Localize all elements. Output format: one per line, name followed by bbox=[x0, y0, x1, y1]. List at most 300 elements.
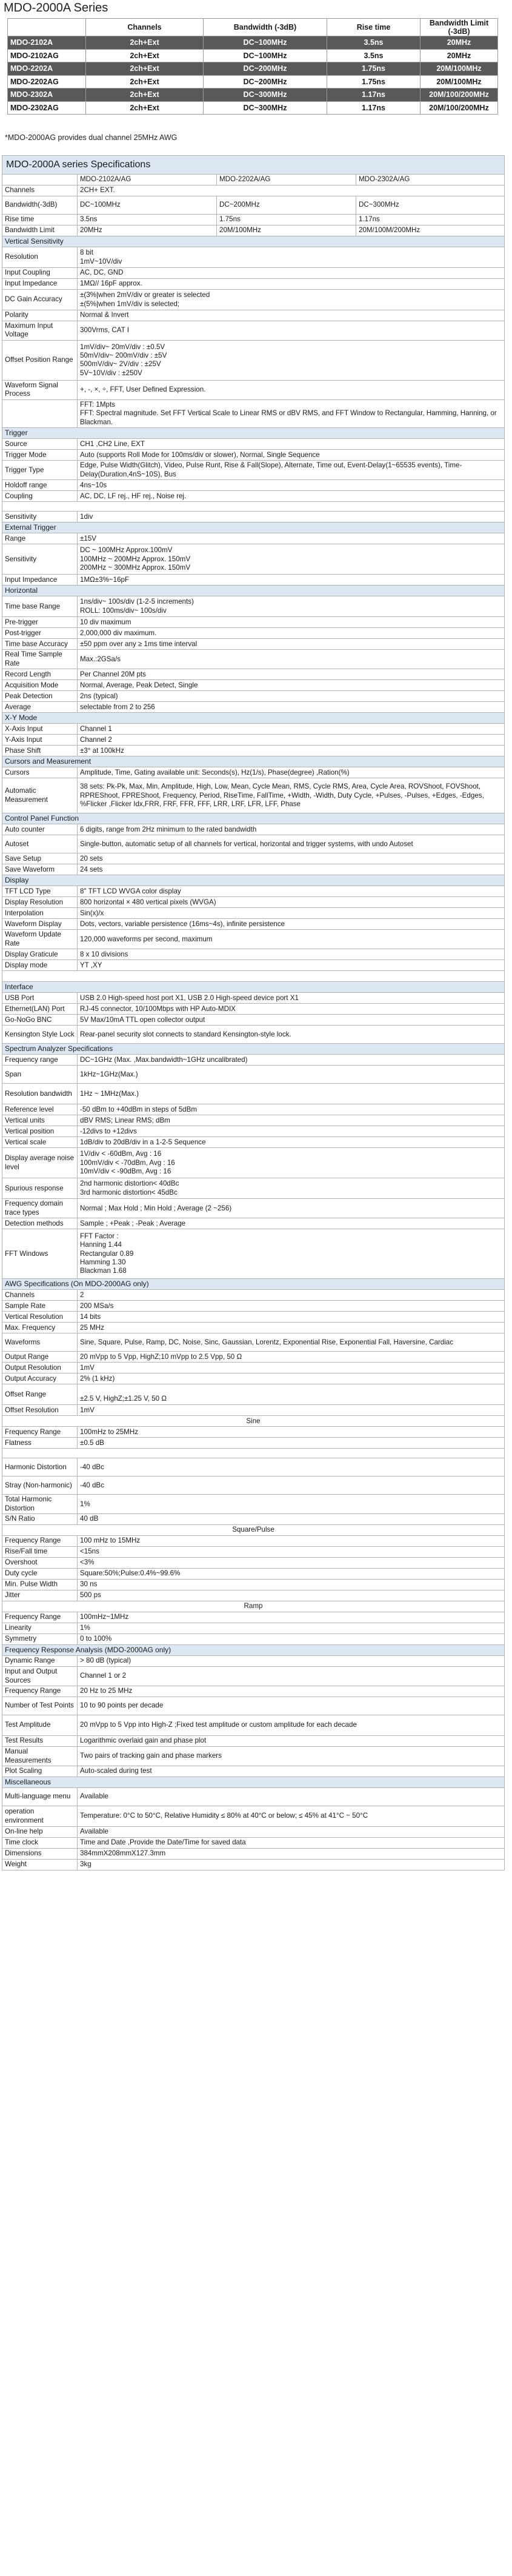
spec-row bbox=[2, 1747, 505, 1766]
spec-label: Spurious response bbox=[2, 1178, 78, 1199]
spec-value: ±15V bbox=[78, 533, 505, 544]
spec-row bbox=[2, 1656, 505, 1667]
spec-model-row bbox=[2, 225, 505, 236]
spec-value: ±(3%|when 2mV/div or greater is selected ±(5%|when 1mV/div is selected; bbox=[78, 290, 505, 310]
spec-row bbox=[2, 993, 505, 1004]
section-header-row bbox=[2, 982, 505, 993]
spec-value: 40 dB bbox=[78, 1514, 505, 1525]
spec-row bbox=[2, 1312, 505, 1323]
spec-row bbox=[2, 544, 505, 575]
spec-row bbox=[2, 1218, 505, 1229]
spec-row bbox=[2, 650, 505, 669]
spec-label: Display Resolution bbox=[2, 897, 78, 908]
spec-row bbox=[2, 1363, 505, 1373]
spec-value: ±50 ppm over any ≥ 1ms time interval bbox=[78, 639, 505, 650]
model-row bbox=[8, 101, 498, 115]
spec-row bbox=[2, 439, 505, 450]
section-header: Spectrum Analyzer Specifications bbox=[2, 1044, 505, 1055]
spec-row bbox=[2, 1686, 505, 1697]
spec-row bbox=[2, 268, 505, 279]
spec-value: 200 MSa/s bbox=[78, 1301, 505, 1312]
spec-value: Auto (supports Roll Mode for 100ms/div or slower), Normal, Single Sequence bbox=[78, 450, 505, 461]
spec-label: Bandwidth(-3dB) bbox=[2, 196, 78, 215]
spec-row bbox=[2, 340, 505, 380]
spec-row bbox=[2, 639, 505, 650]
spec-label: Plot Scaling bbox=[2, 1766, 78, 1777]
spec-row bbox=[2, 1015, 505, 1026]
section-header: Horizontal bbox=[2, 586, 505, 596]
blank-cell bbox=[2, 502, 505, 512]
spec-label: Dimensions bbox=[2, 1849, 78, 1860]
spec-value: 25 MHz bbox=[78, 1323, 505, 1333]
spec-row bbox=[2, 1634, 505, 1645]
spec-label: Coupling bbox=[2, 491, 78, 502]
spec-row bbox=[2, 746, 505, 756]
spec-row bbox=[2, 1066, 505, 1084]
spec-value: AC, DC, LF rej., HF rej., Noise rej. bbox=[78, 491, 505, 502]
model-row bbox=[8, 49, 498, 62]
section-header-row bbox=[2, 1645, 505, 1656]
spec-row bbox=[2, 1126, 505, 1137]
spec-label: operation environment bbox=[2, 1806, 78, 1827]
model-spec-cell: 2ch+Ext bbox=[86, 49, 204, 62]
spec-label: X-Axis Input bbox=[2, 724, 78, 735]
spec-label: Overshoot bbox=[2, 1558, 78, 1569]
spec-row bbox=[2, 450, 505, 461]
model-table-header bbox=[8, 19, 498, 36]
section-header-row bbox=[2, 713, 505, 724]
awg-note: *MDO-2000AG provides dual channel 25MHz AWG bbox=[5, 133, 178, 142]
spec-label: Rise/Fall time bbox=[2, 1547, 78, 1558]
spec-label: Offset Range bbox=[2, 1384, 78, 1405]
spec-row bbox=[2, 380, 505, 399]
spec-label: Display mode bbox=[2, 960, 78, 971]
spec-label: Acquisition Mode bbox=[2, 680, 78, 691]
spec-model-value: 20M/100MHz bbox=[217, 225, 356, 236]
section-header-row bbox=[2, 236, 505, 247]
spec-row bbox=[2, 321, 505, 341]
spec-value: Edge, Pulse Width(Glitch), Video, Pulse Runt, Rise & Fall(Slope), Alternate, Time out, Event-Delay(1~65535 events), Time-Delay(Duration,4nS~10S), Bus bbox=[78, 461, 505, 480]
spec-value: 8 bit 1mV~10V/div bbox=[78, 247, 505, 268]
spec-label: Sample Rate bbox=[2, 1301, 78, 1312]
section-header: AWG Specifications (On MDO-2000AG only) bbox=[2, 1279, 505, 1290]
model-name-cell: MDO-2302A bbox=[8, 88, 86, 102]
spec-label: Pre-trigger bbox=[2, 617, 78, 628]
blank-row bbox=[2, 502, 505, 512]
spec-row bbox=[2, 1623, 505, 1634]
spec-value: 30 ns bbox=[78, 1580, 505, 1590]
spec-value: Temperature: 0°C to 50°C, Relative Humidity ≤ 80% at 40°C or below; ≤ 45% at 41°C ~ 50°C bbox=[78, 1806, 505, 1827]
model-spec-cell: 20MHz bbox=[421, 36, 498, 50]
spec-label: Ethernet(LAN) Port bbox=[2, 1004, 78, 1015]
section-header-row bbox=[2, 428, 505, 439]
spec-value: 4ns~10s bbox=[78, 480, 505, 491]
model-spec-cell: 2ch+Ext bbox=[86, 101, 204, 115]
spec-value: -50 dBm to +40dBm in steps of 5dBm bbox=[78, 1104, 505, 1115]
spec-row bbox=[2, 1055, 505, 1066]
spec-value: 2% (1 kHz) bbox=[78, 1373, 505, 1384]
spec-row bbox=[2, 1766, 505, 1777]
spec-value: Square:50%;Pulse:0.4%~99.6% bbox=[78, 1569, 505, 1580]
spec-row bbox=[2, 1590, 505, 1601]
model-name-cell: MDO-2202A bbox=[8, 62, 86, 76]
spec-row bbox=[2, 1495, 505, 1514]
section-header: X-Y Mode bbox=[2, 713, 505, 724]
spec-label: Automatic Measurement bbox=[2, 778, 78, 813]
spec-value: 800 horizontal × 480 vertical pixels (WVGA) bbox=[78, 897, 505, 908]
spec-label: Input Impedance bbox=[2, 575, 78, 586]
spec-label: Display Graticule bbox=[2, 949, 78, 960]
spec-row bbox=[2, 919, 505, 930]
spec-row bbox=[2, 1514, 505, 1525]
model-spec-cell: DC~100MHz bbox=[204, 49, 327, 62]
spec-row bbox=[2, 1137, 505, 1148]
spec-label: Time base Range bbox=[2, 596, 78, 617]
spec-label: Test Results bbox=[2, 1736, 78, 1747]
section-header: Miscellaneous bbox=[2, 1777, 505, 1788]
spec-value: 14 bits bbox=[78, 1312, 505, 1323]
spec-row bbox=[2, 1827, 505, 1838]
spec-value: Channel 2 bbox=[78, 735, 505, 746]
spec-label: Sensitivity bbox=[2, 544, 78, 575]
spec-value: 384mmX208mmX127.3mm bbox=[78, 1849, 505, 1860]
model-spec-cell: DC~300MHz bbox=[204, 101, 327, 115]
model-spec-cell: 2ch+Ext bbox=[86, 62, 204, 76]
spec-row bbox=[2, 1477, 505, 1495]
model-spec-cell: 20MHz bbox=[421, 49, 498, 62]
spec-table-title: MDO-2000A series Specifications bbox=[2, 156, 505, 175]
spec-label: Frequency Range bbox=[2, 1427, 78, 1438]
spec-label: Save Waveform bbox=[2, 864, 78, 875]
spec-value: 100mHz~1MHz bbox=[78, 1612, 505, 1623]
spec-label: Input and Output Sources bbox=[2, 1667, 78, 1686]
spec-row bbox=[2, 1860, 505, 1870]
spec-value: 38 sets: Pk-Pk, Max, Min, Amplitude, High, Low, Mean, Cycle Mean, RMS, Cycle RMS, Area, Cycle Area, ROVShoot, FOVShoot, RPREShoot, FPREShoot, Frequency, Period, RiseTime, FallTime, +Width, -Width, Duty Cycle, +Pulses, -Pulses, +Edges, -Edges, %Flicker ,Flicker Idx,FRR, FRF, FFR, FFF, LRR, LRF, LFR, LFF, Phase bbox=[78, 778, 505, 813]
spec-value: YT ,XY bbox=[78, 960, 505, 971]
spec-row bbox=[2, 669, 505, 680]
model-spec-cell: 20M/100/200MHz bbox=[421, 88, 498, 102]
spec-value: -40 dBc bbox=[78, 1477, 505, 1495]
spec-value: 1mV bbox=[78, 1405, 505, 1416]
spec-value: USB 2.0 High-speed host port X1, USB 2.0 High-speed device port X1 bbox=[78, 993, 505, 1004]
spec-value: 1ns/div~ 100s/div (1-2-5 increments) ROLL: 100ms/div~ 100s/div bbox=[78, 596, 505, 617]
spec-label: Average bbox=[2, 702, 78, 713]
spec-row bbox=[2, 949, 505, 960]
spec-value: 2,000,000 div maximum. bbox=[78, 628, 505, 639]
spec-value: 20 mVpp to 5 Vpp, HighZ;10 mVpp to 2.5 Vpp, 50 Ω bbox=[78, 1352, 505, 1363]
spec-label: Input Impedance bbox=[2, 279, 78, 290]
spec-model-row bbox=[2, 196, 505, 215]
model-spec-cell: DC~300MHz bbox=[204, 88, 327, 102]
spec-value: 8 x 10 divisions bbox=[78, 949, 505, 960]
spec-value: 20 sets bbox=[78, 853, 505, 864]
spec-label: Time base Accuracy bbox=[2, 639, 78, 650]
spec-row bbox=[2, 461, 505, 480]
spec-label: Rise time bbox=[2, 215, 78, 225]
spec-row bbox=[2, 310, 505, 321]
spec-row bbox=[2, 1026, 505, 1044]
spec-value: 1mV bbox=[78, 1363, 505, 1373]
spec-value: Logarithmic overlaid gain and phase plot bbox=[78, 1736, 505, 1747]
model-row bbox=[8, 36, 498, 50]
spec-row bbox=[2, 247, 505, 268]
spec-value: RJ-45 connector, 10/100Mbps with HP Auto-MDIX bbox=[78, 1004, 505, 1015]
spec-value: 0 to 100% bbox=[78, 1634, 505, 1645]
spec-value: ±3° at 100kHz bbox=[78, 746, 505, 756]
spec-value: Rear-panel security slot connects to standard Kensington-style lock. bbox=[78, 1026, 505, 1044]
spec-label: Trigger Type bbox=[2, 461, 78, 480]
model-spec-cell: 20M/100/200MHz bbox=[421, 101, 498, 115]
subsection-row bbox=[2, 1525, 505, 1536]
spec-value: Sample ; +Peak ; -Peak ; Average bbox=[78, 1218, 505, 1229]
spec-label: Input Coupling bbox=[2, 268, 78, 279]
model-row bbox=[8, 62, 498, 76]
model-spec-cell: DC~200MHz bbox=[204, 75, 327, 88]
spec-row bbox=[2, 185, 505, 196]
spec-row bbox=[2, 835, 505, 853]
model-spec-cell: 3.5ns bbox=[327, 36, 421, 50]
spec-label bbox=[2, 175, 78, 185]
spec-row bbox=[2, 1084, 505, 1104]
spec-value: Sine, Square, Pulse, Ramp, DC, Noise, Sinc, Gaussian, Lorentz, Exponential Rise, Exponential Fall, Haversine, Cardiac bbox=[78, 1333, 505, 1352]
spec-value: dBV RMS; Linear RMS; dBm bbox=[78, 1115, 505, 1126]
spec-value: FFT Factor : Hanning 1.44 Rectangular 0.89 Hamming 1.30 Blackman 1.68 bbox=[78, 1229, 505, 1279]
spec-label: Frequency Range bbox=[2, 1612, 78, 1623]
spec-label: Span bbox=[2, 1066, 78, 1084]
spec-label: Holdoff range bbox=[2, 480, 78, 491]
model-row bbox=[8, 75, 498, 88]
spec-label: Frequency range bbox=[2, 1055, 78, 1066]
bandwidth-col-header: Bandwidth (-3dB) bbox=[204, 19, 327, 36]
spec-label: USB Port bbox=[2, 993, 78, 1004]
spec-row bbox=[2, 399, 505, 427]
spec-label: Duty cycle bbox=[2, 1569, 78, 1580]
spec-row bbox=[2, 824, 505, 835]
spec-value: 1MΩ// 16pF approx. bbox=[78, 279, 505, 290]
spec-label: Vertical Resolution bbox=[2, 1312, 78, 1323]
spec-row bbox=[2, 1806, 505, 1827]
spec-value: Normal & Invert bbox=[78, 310, 505, 321]
spec-value: 300Vrms, CAT I bbox=[78, 321, 505, 341]
section-header: Interface bbox=[2, 982, 505, 993]
spec-label: Harmonic Distortion bbox=[2, 1458, 78, 1477]
spec-label: Save Setup bbox=[2, 853, 78, 864]
subsection-title: Ramp bbox=[2, 1601, 505, 1612]
spec-label: S/N Ratio bbox=[2, 1514, 78, 1525]
spec-label: Autoset bbox=[2, 835, 78, 853]
section-header: External Trigger bbox=[2, 522, 505, 533]
spec-row bbox=[2, 930, 505, 949]
spec-label: Min. Pulse Width bbox=[2, 1580, 78, 1590]
spec-row bbox=[2, 1715, 505, 1736]
spec-row bbox=[2, 778, 505, 813]
section-header: Frequency Response Analysis (MDO-2000AG only) bbox=[2, 1645, 505, 1656]
spec-label: Auto counter bbox=[2, 824, 78, 835]
spec-label: On-line help bbox=[2, 1827, 78, 1838]
spec-label: Offset Position Range bbox=[2, 340, 78, 380]
spec-row bbox=[2, 1536, 505, 1547]
spec-value: Time and Date ,Provide the Date/Time for saved data bbox=[78, 1838, 505, 1849]
spec-label: Jitter bbox=[2, 1590, 78, 1601]
subsection-title: Square/Pulse bbox=[2, 1525, 505, 1536]
spec-label: Display average noise level bbox=[2, 1148, 78, 1178]
spec-row bbox=[2, 767, 505, 778]
spec-row bbox=[2, 1667, 505, 1686]
spec-row bbox=[2, 1004, 505, 1015]
model-spec-cell: 20M/100MHz bbox=[421, 75, 498, 88]
spec-row bbox=[2, 491, 505, 502]
bandwidth-limit-col-header: Bandwidth Limit (-3dB) bbox=[421, 19, 498, 36]
spec-value: 1V/div < -60dBm, Avg : 16 100mV/div < -70dBm, Avg : 16 10mV/div < -90dBm, Avg : 16 bbox=[78, 1148, 505, 1178]
spec-label: Multi-language menu bbox=[2, 1788, 78, 1806]
spec-row bbox=[2, 617, 505, 628]
spec-row bbox=[2, 1405, 505, 1416]
spec-label: Resolution bbox=[2, 247, 78, 268]
spec-value: 1% bbox=[78, 1495, 505, 1514]
section-header-row bbox=[2, 522, 505, 533]
spec-label: Max. Frequency bbox=[2, 1323, 78, 1333]
spec-label: Output Accuracy bbox=[2, 1373, 78, 1384]
spec-value: 2ns (typical) bbox=[78, 691, 505, 702]
spec-label: Output Resolution bbox=[2, 1363, 78, 1373]
spec-value: DC ~ 100MHz Approx.100mV 100MHz ~ 200MHz Approx. 150mV 200MHz ~ 300MHz Approx. 150mV bbox=[78, 544, 505, 575]
spec-row bbox=[2, 1838, 505, 1849]
spec-label: Peak Detection bbox=[2, 691, 78, 702]
spec-value: CH1 ,CH2 Line, EXT bbox=[78, 439, 505, 450]
spec-label: Detection methods bbox=[2, 1218, 78, 1229]
blank-row bbox=[2, 1449, 505, 1458]
spec-value: 5V Max/10mA TTL open collector output bbox=[78, 1015, 505, 1026]
spec-label: Record Length bbox=[2, 669, 78, 680]
spec-row bbox=[2, 1580, 505, 1590]
section-header-row bbox=[2, 813, 505, 824]
spec-row bbox=[2, 1323, 505, 1333]
spec-value: <15ns bbox=[78, 1547, 505, 1558]
spec-label: Polarity bbox=[2, 310, 78, 321]
spec-label: Frequency Range bbox=[2, 1536, 78, 1547]
spec-row bbox=[2, 691, 505, 702]
model-spec-cell: 2ch+Ext bbox=[86, 88, 204, 102]
spec-row bbox=[2, 596, 505, 617]
spec-value: Amplitude, Time, Gating available unit: Seconds(s), Hz(1/s), Phase(degree) ,Ration(%) bbox=[78, 767, 505, 778]
spec-row bbox=[2, 1788, 505, 1806]
spec-label: Stray (Non-harmonic) bbox=[2, 1477, 78, 1495]
blank-cell bbox=[2, 1449, 505, 1458]
spec-model-row bbox=[2, 215, 505, 225]
spec-row bbox=[2, 864, 505, 875]
spec-label: Y-Axis Input bbox=[2, 735, 78, 746]
spec-value: +, -, ×, ÷, FFT, User Defined Expression. bbox=[78, 380, 505, 399]
model-spec-cell: 1.75ns bbox=[327, 75, 421, 88]
spec-value: FFT: 1Mpts FFT: Spectral magnitude. Set FFT Vertical Scale to Linear RMS or dBV RMS, and FFT Window to Rectangular, Hamming, Hanning, or Blackman. bbox=[78, 399, 505, 427]
spec-model-value: DC~300MHz bbox=[356, 196, 505, 215]
spec-row bbox=[2, 1438, 505, 1449]
spec-label: Frequency Range bbox=[2, 1686, 78, 1697]
model-spec-cell: 2ch+Ext bbox=[86, 36, 204, 50]
spec-label: Test Amplitude bbox=[2, 1715, 78, 1736]
spec-row bbox=[2, 1384, 505, 1405]
spec-value: 2nd harmonic distortion< 40dBc 3rd harmonic distortion< 45dBc bbox=[78, 1178, 505, 1199]
spec-value: AC, DC, GND bbox=[78, 268, 505, 279]
spec-label: Phase Shift bbox=[2, 746, 78, 756]
spec-value: Single-button, automatic setup of all channels for vertical, horizontal and trigger systems, with undo Autoset bbox=[78, 835, 505, 853]
spec-label: Offset Resolution bbox=[2, 1405, 78, 1416]
spec-label: Flatness bbox=[2, 1438, 78, 1449]
spec-label: Vertical scale bbox=[2, 1137, 78, 1148]
spec-label: Channels bbox=[2, 185, 78, 196]
spec-label: Time clock bbox=[2, 1838, 78, 1849]
subsection-title: Sine bbox=[2, 1416, 505, 1427]
rise-time-col-header: Rise time bbox=[327, 19, 421, 36]
spec-row bbox=[2, 290, 505, 310]
spec-value: Normal ; Max Hold ; Min Hold ; Average (2 ~256) bbox=[78, 1199, 505, 1218]
spec-value: Available bbox=[78, 1788, 505, 1806]
spec-row bbox=[2, 279, 505, 290]
spec-label: Number of Test Points bbox=[2, 1697, 78, 1715]
spec-row bbox=[2, 724, 505, 735]
section-header: Display bbox=[2, 875, 505, 886]
spec-value: DC~1GHz (Max. ,Max.bandwidth~1GHz uncalibrated) bbox=[78, 1055, 505, 1066]
spec-row bbox=[2, 1104, 505, 1115]
spec-value: Channel 1 or 2 bbox=[78, 1667, 505, 1686]
spec-value: 1mV/div~ 20mV/div : ±0.5V 50mV/div~ 200mV/div : ±5V 500mV/div~ 2V/div : ±25V 5V~10V/div : ±250V bbox=[78, 340, 505, 380]
blank-cell bbox=[2, 971, 505, 982]
spec-value: ±0.5 dB bbox=[78, 1438, 505, 1449]
spec-value: Max.:2GSa/s bbox=[78, 650, 505, 669]
section-header-row bbox=[2, 1279, 505, 1290]
section-header: Cursors and Measurement bbox=[2, 756, 505, 767]
spec-label: Symmetry bbox=[2, 1634, 78, 1645]
spec-label: Total Harmonic Distortion bbox=[2, 1495, 78, 1514]
spec-row bbox=[2, 575, 505, 586]
spec-label: Real Time Sample Rate bbox=[2, 650, 78, 669]
spec-row bbox=[2, 1736, 505, 1747]
spec-label: Weight bbox=[2, 1860, 78, 1870]
spec-row bbox=[2, 897, 505, 908]
spec-label: Trigger Mode bbox=[2, 450, 78, 461]
page-title: MDO-2000A Series bbox=[4, 1, 108, 15]
section-header-row bbox=[2, 1777, 505, 1788]
spec-row bbox=[2, 1849, 505, 1860]
spec-value: 1% bbox=[78, 1623, 505, 1634]
spec-value: 100mHz to 25MHz bbox=[78, 1427, 505, 1438]
model-spec-cell: DC~100MHz bbox=[204, 36, 327, 50]
spec-row bbox=[2, 960, 505, 971]
spec-title-row bbox=[2, 156, 505, 175]
spec-value: 10 div maximum bbox=[78, 617, 505, 628]
spec-value: 20 mVpp to 5 Vpp into High-Z ;Fixed test amplitude or custom amplitude for each decade bbox=[78, 1715, 505, 1736]
channels-col-header: Channels bbox=[86, 19, 204, 36]
spec-value: Sin(x)/x bbox=[78, 908, 505, 919]
spec-row bbox=[2, 1352, 505, 1363]
model-spec-cell: 3.5ns bbox=[327, 49, 421, 62]
spec-row bbox=[2, 1290, 505, 1301]
spec-value: 10 to 90 points per decade bbox=[78, 1697, 505, 1715]
model-name-cell: MDO-2102AG bbox=[8, 49, 86, 62]
spec-label: Output Range bbox=[2, 1352, 78, 1363]
section-header: Trigger bbox=[2, 428, 505, 439]
spec-row bbox=[2, 1373, 505, 1384]
spec-value: 3kg bbox=[78, 1860, 505, 1870]
spec-value: ±2.5 V, HighZ;±1.25 V, 50 Ω bbox=[78, 1384, 505, 1405]
model-spec-cell: 1.17ns bbox=[327, 88, 421, 102]
spec-model-value: 3.5ns bbox=[78, 215, 217, 225]
model-comparison-table bbox=[7, 18, 498, 115]
spec-table bbox=[2, 155, 505, 1870]
spec-model-value: MDO-2202A/AG bbox=[217, 175, 356, 185]
spec-value: 2 bbox=[78, 1290, 505, 1301]
spec-label: Interpolation bbox=[2, 908, 78, 919]
